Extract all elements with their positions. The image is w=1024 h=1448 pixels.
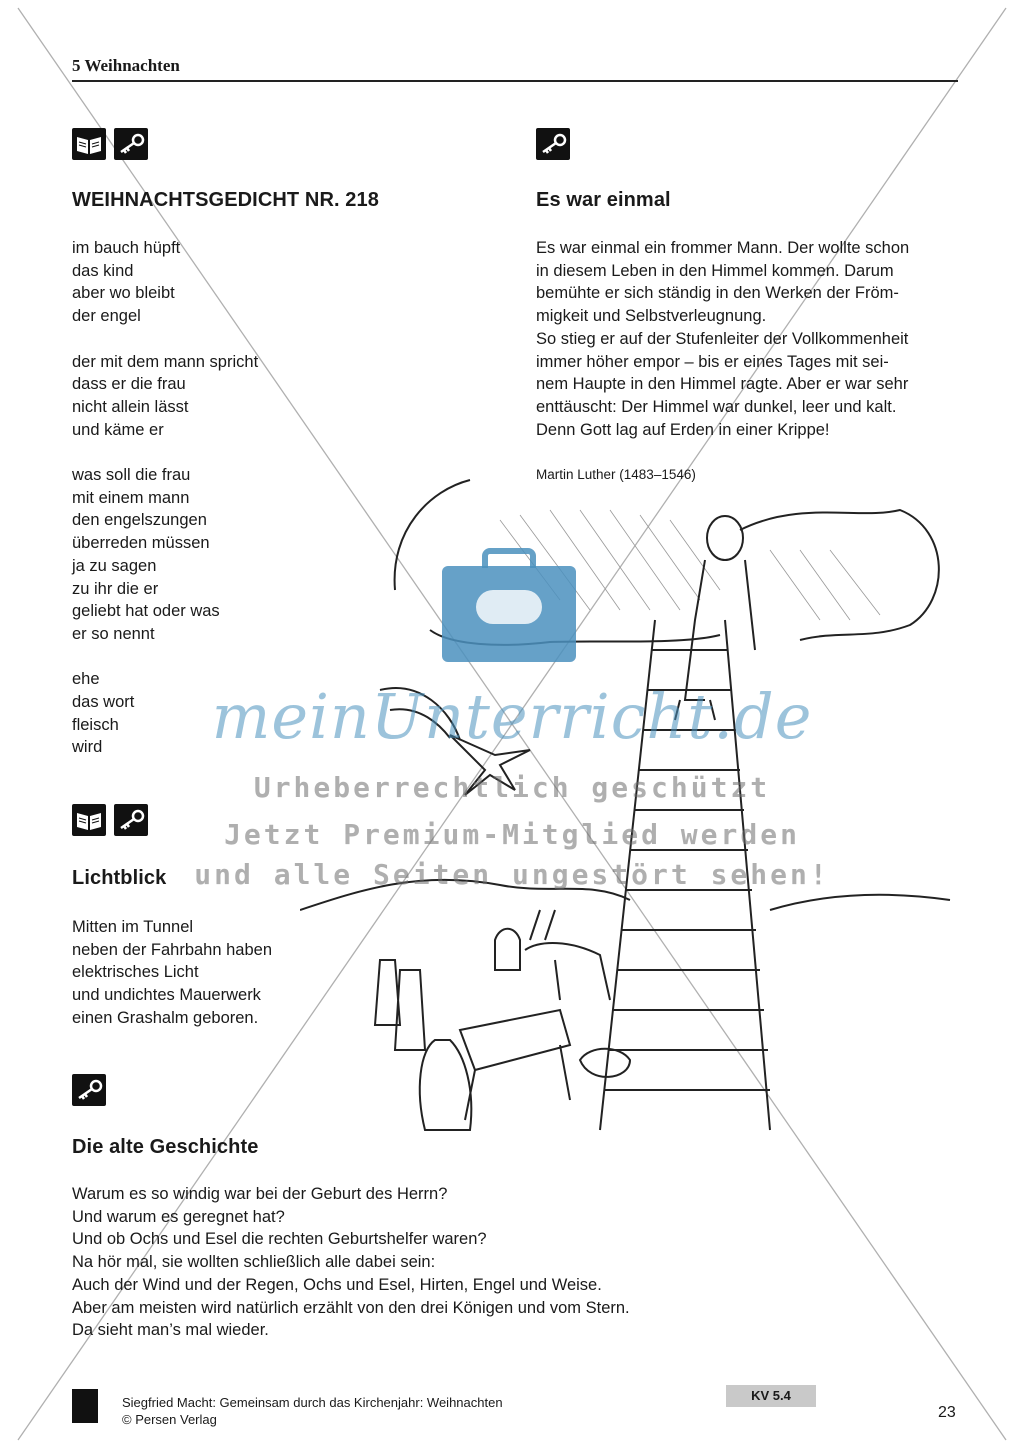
poem-line: und undichtes Mauerwerk <box>72 986 261 1005</box>
poem-line: aber wo bleibt <box>72 284 175 303</box>
footer-credit <box>122 1394 503 1428</box>
poem-line: der mit dem mann spricht <box>72 352 259 371</box>
chapter-title: 5 Weihnachten <box>72 56 180 75</box>
poem-line: den engelszungen <box>72 511 207 530</box>
poem-line: was soll die frau <box>72 466 191 484</box>
old-story-body <box>72 1183 630 1342</box>
poem-line: dass er die frau <box>72 375 186 394</box>
prose-line: Aber am meisten wird natürlich erzählt von den drei Königen und vom Stern. <box>72 1298 630 1317</box>
poem-line: Mitten im Tunnel <box>72 918 194 936</box>
footer-line: Siegfried Macht: Gemeinsam durch das Kirchenjahr: Weihnachten <box>122 1395 503 1410</box>
old-story-title: Die alte Geschichte <box>72 1136 259 1158</box>
header-rule <box>72 80 958 82</box>
poem-line: zu ihr die er <box>72 579 159 598</box>
key-icon <box>72 1074 106 1106</box>
poem-line: nicht allein lässt <box>72 397 189 416</box>
watermark-line3: und alle Seiten ungestört sehen! <box>194 858 830 891</box>
open-book-icon <box>72 128 106 160</box>
poem2-title: Lichtblick <box>72 867 167 889</box>
briefcase-logo-icon <box>442 566 576 662</box>
poem-line: der engel <box>72 307 141 326</box>
poem-line: mit einem mann <box>72 488 190 507</box>
prose-line: Na hör mal, sie wollten schließlich alle dabei sein: <box>72 1253 436 1272</box>
story-body <box>536 237 909 441</box>
poem-line: das kind <box>72 261 134 280</box>
poem-line: ja zu sagen <box>72 556 157 575</box>
watermark-line2: Jetzt Premium-Mitglied werden <box>224 818 800 851</box>
prose-line: enttäuscht: Der Himmel war dunkel, leer und kalt. <box>536 397 897 416</box>
poem-line: ehe <box>72 670 100 689</box>
icon-group-poem1 <box>72 128 156 165</box>
prose-line: So stieg er auf der Stufenleiter der Vollkommenheit <box>536 329 909 348</box>
poem-line: elektrisches Licht <box>72 963 199 982</box>
poem-line: er so nennt <box>72 624 155 643</box>
stanza <box>72 464 258 646</box>
prose-line: migkeit und Selbstverleugnung. <box>536 307 767 326</box>
watermark-logo: meinUnterricht.de <box>211 680 813 753</box>
prose-line: in diesem Leben in den Himmel kommen. Darum <box>536 261 894 280</box>
prose-line: Da sieht man’s mal wieder. <box>72 1321 269 1340</box>
prose-line: Und ob Ochs und Esel die rechten Geburtshelfer waren? <box>72 1230 487 1249</box>
prose-line: Warum es so windig war bei der Geburt des Herrn? <box>72 1185 448 1203</box>
poem-line: neben der Fahrbahn haben <box>72 940 272 959</box>
prose-line: Und warum es geregnet hat? <box>72 1207 285 1226</box>
stanza <box>72 351 258 442</box>
nativity-ladder-illustration <box>300 470 960 1150</box>
icon-group-old-story <box>72 1074 114 1111</box>
key-icon <box>114 128 148 160</box>
key-icon <box>536 128 570 160</box>
poem-line: fleisch <box>72 715 119 734</box>
publisher-logo-icon <box>72 1389 98 1423</box>
story-source: Martin Luther (1483–1546) <box>536 467 696 482</box>
stanza <box>72 237 258 328</box>
footer-line: © Persen Verlag <box>122 1412 217 1427</box>
prose-line: nem Haupte in den Himmel ragte. Aber er war sehr <box>536 375 909 394</box>
prose-line: immer höher empor – bis er eines Tages mit sei- <box>536 352 889 371</box>
poem-line: das wort <box>72 693 135 712</box>
poem-line: geliebt hat oder was <box>72 602 220 621</box>
page-number: 23 <box>938 1404 956 1421</box>
poem2-body <box>72 916 272 1030</box>
prose-line: bemühte er sich ständig in den Werken der Fröm- <box>536 284 899 303</box>
worksheet-code-badge: KV 5.4 <box>726 1385 816 1407</box>
prose-line: Denn Gott lag auf Erden in einer Krippe! <box>536 420 830 439</box>
poem-line: und käme er <box>72 420 164 439</box>
poem1-title: WEIHNACHTSGEDICHT NR. 218 <box>72 189 379 211</box>
poem-line: einen Grashalm geboren. <box>72 1008 259 1027</box>
poem-line: wird <box>72 738 103 757</box>
poem-line: überreden müssen <box>72 534 210 553</box>
story-title: Es war einmal <box>536 189 671 211</box>
prose-line: Auch der Wind und der Regen, Ochs und Esel, Hirten, Engel und Weise. <box>72 1275 602 1294</box>
poem-line: im bauch hüpft <box>72 239 181 257</box>
icon-group-story <box>536 128 578 165</box>
watermark-line1: Urheberrechtlich geschützt <box>253 771 771 804</box>
prose-line: Es war einmal ein frommer Mann. Der wollte schon <box>536 239 910 257</box>
